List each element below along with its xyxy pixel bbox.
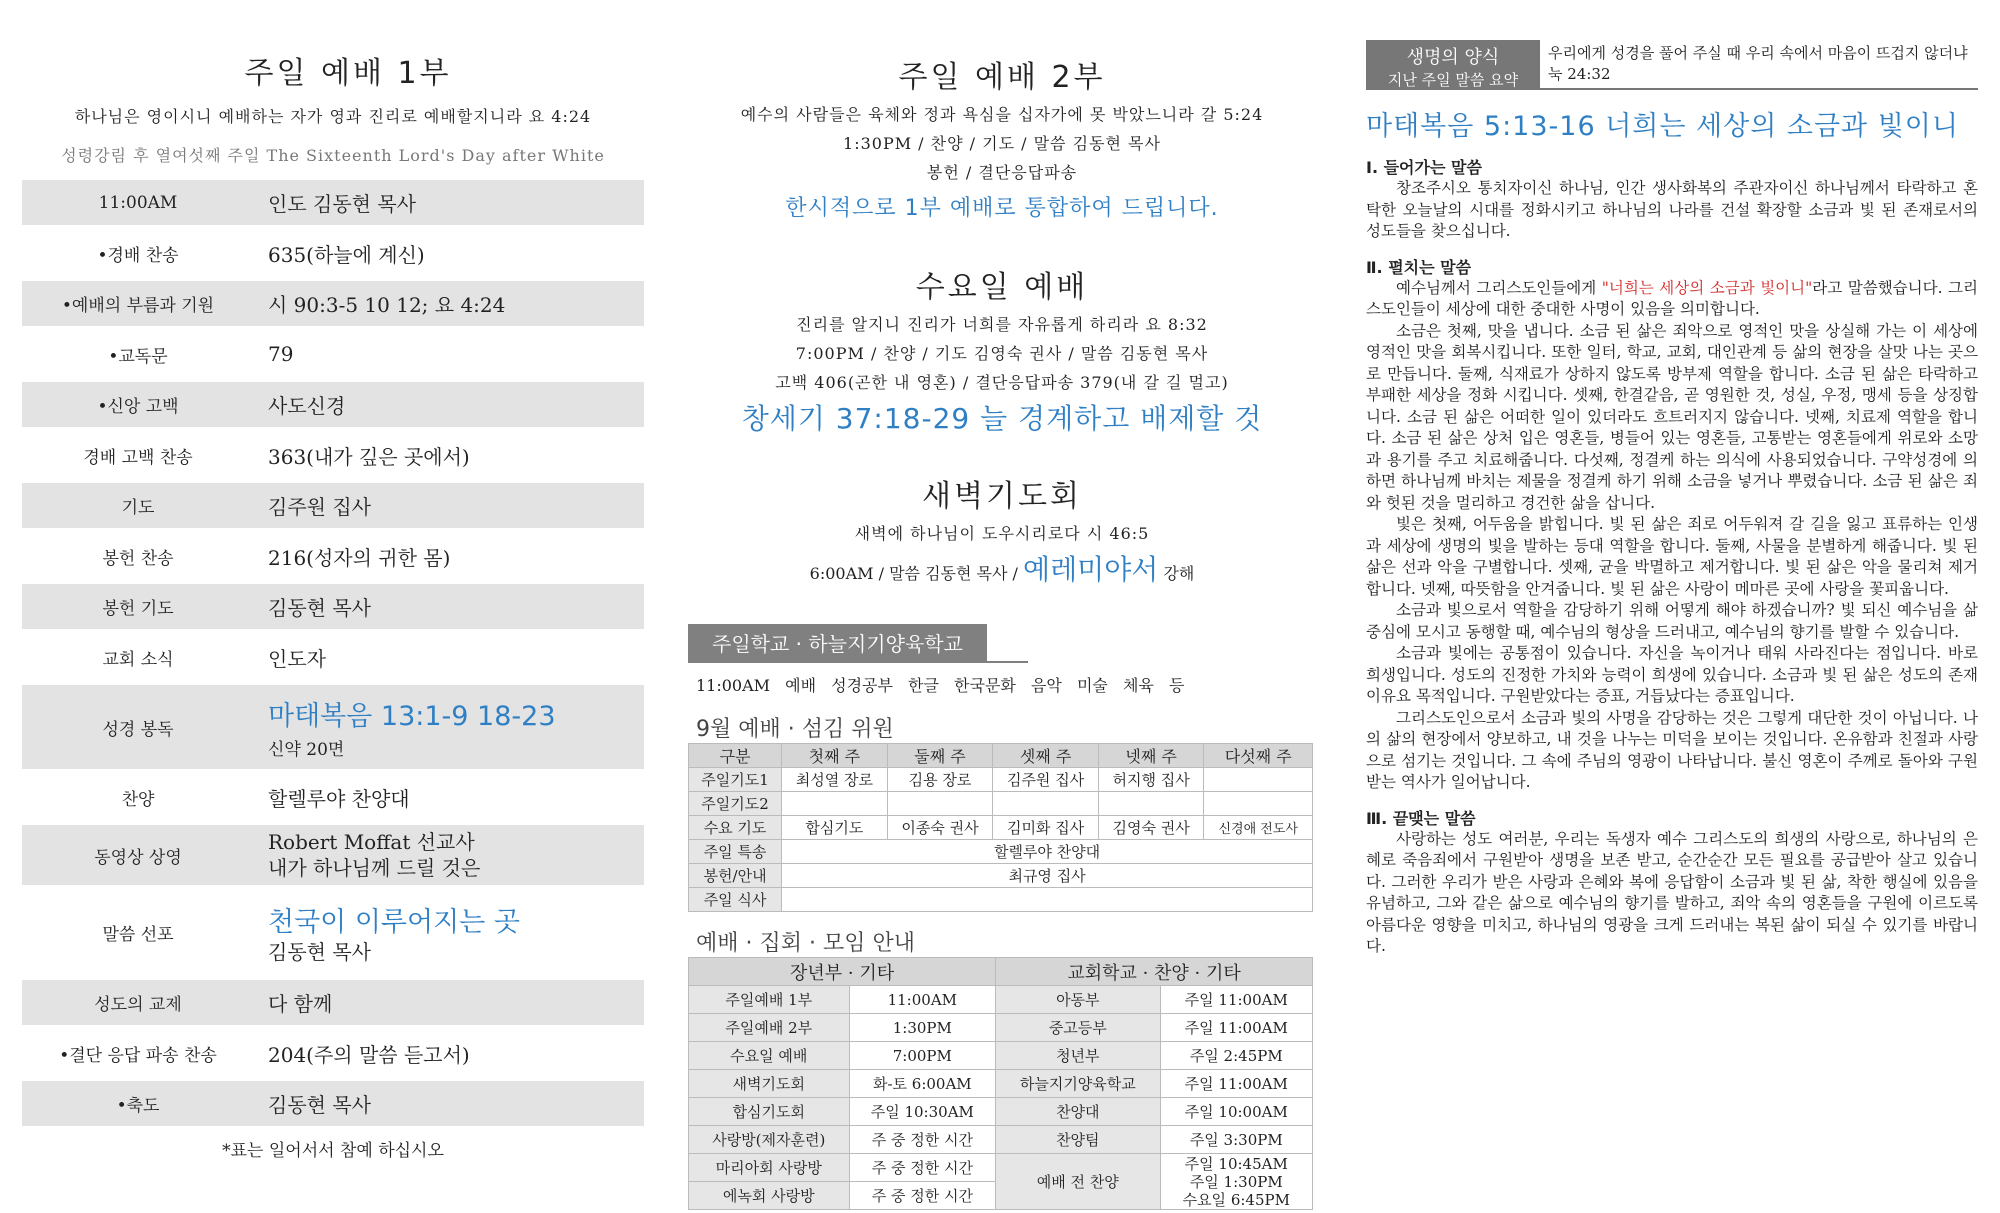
order-row [22, 1081, 644, 1126]
table-cell: 7:00PM [849, 1042, 996, 1070]
part2-paragraph: 소금은 첫째, 맛을 냅니다. 소금 된 삶은 죄악으로 영적인 맛을 상실해 가는 이 세상에 영적인 맛을 회복시킵니다. 또한 일터, 학교, 교회, 대인관계 등 삶의 현장을 살맛 나는 곳으로 만듭니다. 둘째, 식재료가 상하지 않도록 방부제 역할을 합니다. 소금 된 삶은 타락하고 부패한 세상을 정화 시킵니다. 셋째, 한결같음, 곧 영원한 것, 성실, 우정, 맹세 등을 상징합니다. 소금 된 삶은 어떠한 일이 있더라도 흐트러지지 않습니다. 넷째, 치료제 역할을 합니다. 소금 된 삶은 상처 입은 영혼들, 병들어 있는 영혼들, 고통받는 영혼들에게 위로와 소망과 용기를 주고 치료해줍니다. 다섯째, 정결케 하는 의식에 사용되었습니다. 구약성경에 의하면 하나님께 바치는 제물을 정결케 하기 위해 소금을 넣거나 뿌렸습니다. 소금 된 삶은 죄와 헛된 것을 멀리하고 경건한 삶을 삽니다. [1366, 321, 1978, 512]
wednesday-verse: 진리를 알지니 진리가 너희를 자유롭게 하리라 요 8:32 [796, 315, 1208, 334]
order-label: 말씀 선포 [102, 925, 174, 945]
table-row [689, 1126, 1313, 1154]
dawn-line [688, 548, 1316, 588]
dawn-book: 예레미야서 [1023, 553, 1159, 586]
table-header: 교회학교 · 찬양 · 기타 [996, 958, 1313, 986]
table-cell: 11:00AM [849, 986, 996, 1014]
table-cell: 예배 전 찬양 [996, 1154, 1160, 1210]
table-cell: 주일기도1 [689, 768, 782, 792]
service1-title: 주일 예배 1부 [244, 56, 452, 91]
table-cell [1098, 792, 1204, 816]
table-header: 장년부 · 기타 [689, 958, 996, 986]
video-line-1: Robert Moffat 선교사 [268, 830, 475, 854]
order-label: 성도의 교제 [94, 995, 182, 1015]
order-row [22, 483, 644, 528]
table-cell: 합심기도회 [689, 1098, 850, 1126]
table-row [689, 1042, 1313, 1070]
table-cell: 합심기도 [782, 816, 888, 840]
summary-tag-title: 생명의 양식 [1406, 47, 1500, 68]
services-column [688, 52, 1316, 1210]
order-label: 찬양 [121, 789, 155, 810]
table-header-row [689, 744, 1313, 768]
order-label: •축도 [116, 1096, 160, 1116]
school-title: 주일학교 · 하늘지기양육학교 [688, 624, 987, 661]
table-cell: 주일예배 2부 [689, 1014, 850, 1042]
table-cell: 허지행 집사 [1098, 768, 1204, 792]
order-value: 216(성자의 귀한 몸) [268, 545, 451, 570]
order-value: 할렐루야 찬양대 [268, 786, 410, 811]
table-cell: 아동부 [996, 986, 1160, 1014]
order-label: 기도 [121, 498, 155, 518]
committee-table [688, 743, 1313, 912]
table-cell: 주일 10:30AM [849, 1098, 996, 1126]
part3-heading: Ⅲ. 끝맺는 말씀 [1366, 808, 1476, 828]
table-cell: 주 중 정한 시간 [849, 1154, 996, 1182]
summary-header [1366, 40, 1978, 90]
order-row [22, 1031, 644, 1076]
table-row [689, 840, 1313, 864]
table-cell: 김영숙 권사 [1098, 816, 1204, 840]
table-cell: 청년부 [996, 1042, 1160, 1070]
table-row [689, 864, 1313, 888]
table-header: 셋째 주 [993, 744, 1099, 768]
table-cell: 주일 10:00AM [1160, 1098, 1312, 1126]
gatherings-table [688, 957, 1313, 1210]
school-section [688, 624, 1316, 696]
table-cell: 사랑방(제자훈련) [689, 1126, 850, 1154]
order-label: 경배 고백 찬송 [83, 447, 193, 468]
order-row [22, 281, 644, 326]
summary-sermon-title: 마태복음 5:13-16 너희는 세상의 소금과 빛이니 [1366, 111, 1959, 142]
pre-worship-time: 수요일 6:45PM [1182, 1190, 1290, 1209]
part2-pre: 예수님께서 그리스도인들에게 [1396, 278, 1602, 297]
order-row [22, 332, 644, 377]
order-value: 79 [268, 342, 294, 366]
order-label: 봉헌 기도 [102, 599, 174, 619]
table-cell: 주일 식사 [689, 888, 782, 912]
order-row [22, 534, 644, 579]
pre-worship-time: 주일 10:45AM [1184, 1154, 1288, 1173]
part2-paragraph: 소금과 빛에는 공통점이 있습니다. 자신을 녹이거나 태워 사라진다는 점입니다. 바로 희생입니다. 성도의 진정한 가치와 능력이 희생에 있습니다. 소금과 빛 된 삶은 성도의 존재 이유요 목적입니다. 구원받았다는 증표, 거듭났다는 증표입니다. [1366, 644, 1978, 705]
table-cell: 주일예배 1부 [689, 986, 850, 1014]
dawn-verse: 새벽에 하나님이 도우시리로다 시 46:5 [854, 524, 1150, 543]
table-cell: 중고등부 [996, 1014, 1160, 1042]
order-label: •신앙 고백 [97, 397, 179, 417]
order-label: 교회 소식 [102, 649, 174, 670]
table-cell: 찬양팀 [996, 1126, 1160, 1154]
table-cell [782, 792, 888, 816]
order-value: 시 90:3-5 10 12; 요 4:24 [268, 293, 506, 317]
table-cell: 마리아회 사랑방 [689, 1154, 850, 1182]
part2-paragraph: 소금과 빛으로서 역할을 감당하기 위해 어떻게 해야 하겠습니까? 빛 되신 예수님을 삶 중심에 모시고 동행할 때, 예수님의 형상을 드러내고, 예수님의 향기를 발할 수 있습니다. [1366, 601, 1978, 641]
video-row [22, 825, 644, 885]
table-cell: 최규영 집사 [782, 864, 1313, 888]
part1-heading: Ⅰ. 들어가는 말씀 [1366, 158, 1482, 177]
gatherings-title: 예배 · 집회 · 모임 안내 [696, 931, 915, 956]
table-row [689, 1014, 1313, 1042]
table-cell: 수요 기도 [689, 816, 782, 840]
order-row [22, 231, 644, 276]
table-cell: 주일 3:30PM [1160, 1126, 1312, 1154]
order-label: •예배의 부름과 기원 [61, 296, 215, 316]
lords-day-line: 성령강림 후 열여섯째 주일 The Sixteenth Lord's Day after White [61, 146, 605, 165]
table-cell: 김용 장로 [887, 768, 993, 792]
table-cell: 찬양대 [996, 1098, 1160, 1126]
school-line: 11:00AM 예배 성경공부 한글 한국문화 음악 미술 체육 등 [696, 676, 1185, 695]
order-value: 인도 김동현 목사 [268, 192, 416, 216]
table-row [689, 888, 1313, 912]
summary-tag [1366, 40, 1540, 90]
order-value: 363(내가 깊은 곳에서) [268, 444, 470, 469]
divider [688, 661, 1028, 663]
order-label: 동영상 상영 [94, 847, 182, 868]
table-cell: 주일 11:00AM [1160, 1014, 1312, 1042]
table-cell: 주일 11:00AM [1160, 1070, 1312, 1098]
sermon-summary-column [1366, 40, 1978, 958]
table-row [689, 1098, 1313, 1126]
sermon-row [22, 891, 644, 975]
order-row [22, 584, 644, 629]
table-cell: 이종숙 권사 [887, 816, 993, 840]
table-cell: 새벽기도회 [689, 1070, 850, 1098]
part2-heading: Ⅱ. 펼치는 말씀 [1366, 257, 1472, 277]
wednesday-sermon: 창세기 37:18-29 늘 경계하고 배제할 것 [741, 402, 1263, 435]
scripture-reading-row [22, 685, 644, 769]
order-value: 다 함께 [268, 992, 333, 1016]
table-cell: 1:30PM [849, 1014, 996, 1042]
order-of-worship [22, 180, 644, 1126]
gatherings-section [688, 926, 1316, 1210]
order-label: •교독문 [108, 346, 168, 367]
service2-title: 주일 예배 2부 [898, 60, 1106, 95]
table-header: 구분 [689, 744, 782, 768]
table-header: 첫째 주 [782, 744, 888, 768]
order-label: 성경 봉독 [102, 719, 174, 740]
table-header: 넷째 주 [1098, 744, 1204, 768]
table-row [689, 1154, 1313, 1182]
table-cell: 주 중 정한 시간 [849, 1182, 996, 1210]
table-cell: 주 중 정한 시간 [849, 1126, 996, 1154]
dawn-line-suffix: 강해 [1163, 564, 1195, 583]
dawn-line-prefix: 6:00AM / 말씀 김동현 목사 / [809, 564, 1018, 583]
table-cell: 김미화 집사 [993, 816, 1099, 840]
table-header: 둘째 주 [887, 744, 993, 768]
service2-notice: 한시적으로 1부 예배로 통합하여 드립니다. [785, 196, 1219, 221]
wednesday-line2: 고백 406(곤한 내 영혼) / 결단응답파송 379(내 갈 길 멀고) [775, 373, 1229, 392]
summary-tag-subtitle: 지난 주일 말씀 요약 [1387, 71, 1519, 89]
table-cell: 주일 2:45PM [1160, 1042, 1312, 1070]
order-value: 김주원 집사 [268, 495, 371, 519]
order-label: 11:00AM [98, 192, 178, 213]
table-cell: 주일기도2 [689, 792, 782, 816]
order-row [22, 635, 644, 680]
table-cell: 화-토 6:00AM [849, 1070, 996, 1098]
table-header-row [689, 958, 1313, 986]
table-cell: 신경애 전도사 [1204, 816, 1313, 840]
part2-post: 라고 말씀했습니다. 그리스도인들이 세상에 대한 중대한 사명이 있음을 의미합니다. [1366, 278, 1978, 318]
table-cell: 김주원 집사 [993, 768, 1099, 792]
order-value: 635(하늘에 계신) [268, 242, 425, 267]
table-cell: 주일 11:00AM [1160, 986, 1312, 1014]
table-row [689, 986, 1313, 1014]
table-cell [782, 888, 1313, 912]
table-cell: 최성열 장로 [782, 768, 888, 792]
order-value: 204(주의 말씀 듣고서) [268, 1042, 470, 1067]
order-value: 인도자 [268, 646, 326, 671]
order-row [22, 980, 644, 1025]
part1-paragraph: 창조주시오 통치자이신 하나님, 인간 생사화복의 주관자이신 하나님께서 타락하고 혼탁한 오늘날의 시대를 정화시키고 하나님의 나라를 건설 확장할 소금과 빛 된 존재로서의 성도들을 찾으십니다. [1366, 179, 1978, 240]
table-row [689, 768, 1313, 792]
table-row [689, 1070, 1313, 1098]
table-cell [1204, 792, 1313, 816]
table-cell: 에녹회 사랑방 [689, 1182, 850, 1210]
table-row [689, 816, 1313, 840]
table-cell: 주일 특송 [689, 840, 782, 864]
service2-line1: 1:30PM / 찬양 / 기도 / 말씀 김동현 목사 [843, 134, 1161, 153]
table-cell [1160, 1154, 1312, 1210]
part2-paragraph: 그리스도인으로서 소금과 빛의 사명을 감당하는 것은 그렇게 대단한 것이 아닙니다. 나의 삶의 현장에서 양보하고, 내 것을 나누는 미덕을 보이는 것입니다. 온유함과 친절과 사랑으로 섬기는 것입니다. 그 속에 주님의 영광이 나타납니다. 불신 영혼이 주께로 돌아와 구원받는 역사가 일어납니다. [1366, 708, 1978, 791]
table-cell [993, 792, 1099, 816]
order-value: 사도신경 [268, 394, 346, 418]
order-row [22, 433, 644, 478]
order-row [22, 775, 644, 820]
part3-paragraph: 사랑하는 성도 여러분, 우리는 독생자 예수 그리스도의 희생의 사랑으로, 하나님의 은혜로 죽음죄에서 구원받아 생명을 보존 받고, 순간순간 모든 필요를 공급받아 살고 있습니다. 그러한 우리가 받은 사랑과 은혜와 복에 응답함이 소금과 빛 된 삶, 착한 행실에 있음을 유념하고, 그와 같은 삶으로 예수님의 향기를 발하고, 죄악 속의 영혼들을 구원에 이르도록 아름다운 영향을 미치고, 하나님의 영광을 크게 드러내는 복된 삶이 되실 수 있기를 바랍니다. [1366, 829, 1978, 955]
order-value: 김동현 목사 [268, 596, 371, 620]
order-label: 봉헌 찬송 [102, 548, 174, 569]
scripture-page: 신약 20면 [268, 740, 345, 760]
table-cell [1204, 768, 1313, 792]
part2-paragraph: 빛은 첫째, 어두움을 밝힙니다. 빛 된 삶은 죄로 어두워져 갈 길을 잃고 표류하는 인생과 세상에 생명의 빛을 발하는 등대 역할을 합니다. 둘째, 사물을 분별하게 해줍니다. 빛 된 삶은 선과 악을 구별합니다. 셋째, 균을 박멸하고 제거합니다. 빛 된 삶은 악을 물리쳐 제거합니다. 넷째, 따뜻함을 안겨줍니다. 빛 된 삶은 사랑이 메마른 곳에 사랑을 꽃피웁니다. [1366, 515, 1978, 598]
table-cell: 하늘지기양육학교 [996, 1070, 1160, 1098]
table-header: 다섯째 주 [1204, 744, 1313, 768]
wednesday-title: 수요일 예배 [915, 270, 1089, 305]
sermon-preacher: 김동현 목사 [268, 940, 371, 964]
dawn-title: 새벽기도회 [922, 479, 1082, 514]
service2-verse: 예수의 사람들은 육체와 정과 욕심을 십자가에 못 박았느니라 갈 5:24 [740, 105, 1264, 124]
table-cell [887, 792, 993, 816]
table-cell: 할렐루야 찬양대 [782, 840, 1313, 864]
summary-verse: 우리에게 성경을 풀어 주실 때 우리 속에서 마음이 뜨겁지 않더냐 눅 24:32 [1540, 40, 1978, 90]
table-cell: 봉헌/안내 [689, 864, 782, 888]
pre-worship-time: 주일 1:30PM [1189, 1172, 1283, 1191]
order-label: •경배 찬송 [97, 245, 179, 266]
order-value: 김동현 목사 [268, 1093, 371, 1117]
service1-column [22, 48, 644, 1161]
service1-verse: 하나님은 영이시니 예배하는 자가 영과 진리로 예배할지니라 요 4:24 [74, 107, 592, 126]
part2-paragraph [1366, 278, 1978, 321]
table-cell: 수요일 예배 [689, 1042, 850, 1070]
committee-title: 9월 예배 · 섬김 위원 [696, 717, 894, 742]
standing-footnote: *표는 일어서서 참예 하십시오 [222, 1141, 444, 1161]
sermon-title: 천국이 이루어지는 곳 [268, 907, 520, 938]
order-label: •결단 응답 파송 찬송 [59, 1045, 217, 1066]
order-row [22, 382, 644, 427]
service2-line2: 봉헌 / 결단응답파송 [926, 163, 1078, 182]
scripture-reference: 마태복음 13:1-9 18-23 [268, 701, 556, 732]
committee-section [688, 712, 1316, 912]
order-row [22, 180, 644, 225]
video-line-2: 내가 하나님께 드릴 것은 [268, 856, 481, 880]
part2-quote: "너희는 세상의 소금과 빛이니" [1601, 278, 1813, 297]
table-row [689, 792, 1313, 816]
wednesday-line1: 7:00PM / 찬양 / 기도 김영숙 권사 / 말씀 김동현 목사 [795, 344, 1209, 363]
